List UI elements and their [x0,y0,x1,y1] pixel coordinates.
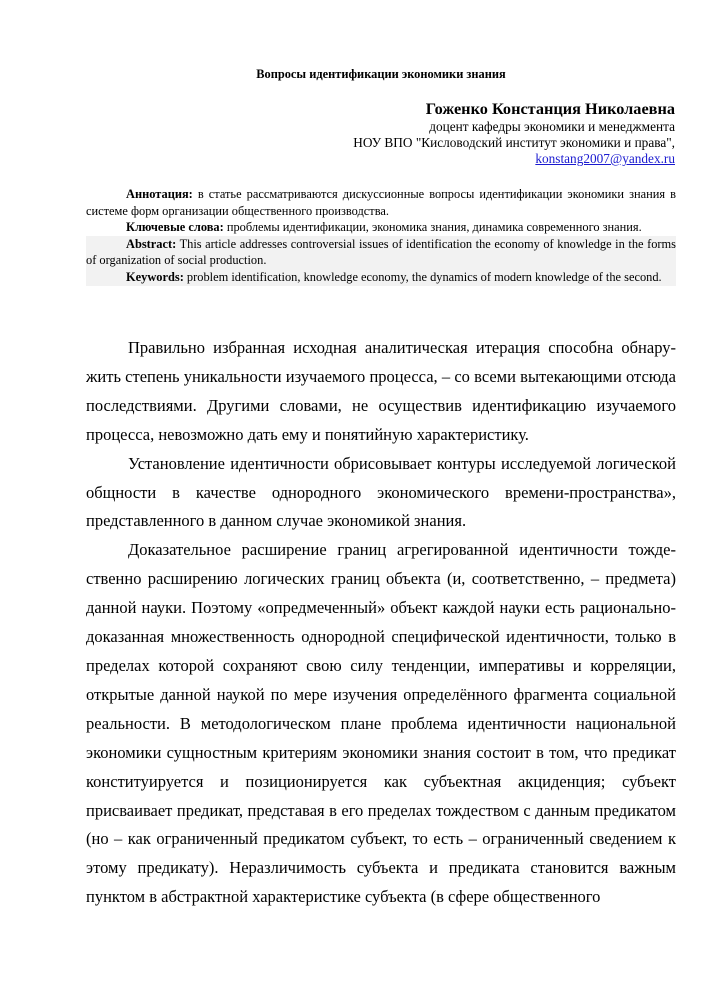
english-abstract-block [86,236,676,286]
abstract-en-label: Abstract: [126,236,177,251]
keywords-ru-label: Ключевые слова: [126,220,224,235]
author-name: Гоженко Констанция Николаевна [425,99,675,118]
body-paragraph: Доказательное расширение границ агрегированной идентичности тождественно расширению логических границ объекта (и, соответственно, – предмета) данной науки. Поэтому «опредмеченный» объект каждой науки есть рационально-доказанная множественность однородной специфической идентичности, только в пределах которой сохраняют свою силу тенденции, императивы и корреляции, открытые данной наукой по мере изучения определённого фрагмента социальной реальности. В методологическом плане проблема идентичности национальной экономики сущностным критериям экономики знания состоит в том, что предикат конституируется и позиционируется как субъектная акциденция; субъект присваивает предикат, представая в его пределах тождеством с данным предикатом (но – как ограниченный предикатом субъект, то есть – ограниченный сведением к этому предикату). Неразличимость субъекта и предиката становится важным пунктом в абстрактной характеристике субъекта (в сфере общественного [86,540,676,907]
keywords-en [86,269,676,286]
keywords-ru [86,219,676,236]
body-paragraph: Установление идентичности обрисовывает контуры исследуемой логической общности в качестве однородного экономического времени-пространства», представленного в данном случае экономикой знания. [86,453,676,531]
author-institution: НОУ ВПО "Кисловодский институт экономики и права", [353,135,675,150]
abstract-ru-text: в статье рассматриваются дискуссионные вопросы идентификации экономики знания в системе форм организации общественного производства. [86,187,676,218]
keywords-en-text: problem identification, knowledge economy, the dynamics of modern knowledge of the second. [183,269,662,284]
abstract-ru-label: Аннотация: [126,187,193,201]
abstract-ru [86,186,676,219]
body-paragraph: Правильно избранная исходная аналитическая итерация способна обнаружить степень уникальности изучаемого процесса, – со всеми вытекающими отсюда последствиями. Другими словами, не осуществив идентификацию изучаемого процесса, невозможно дать ему и понятийную характеристику. [86,338,676,444]
keywords-ru-text: проблемы идентификации, экономика знания, динамика современного знания. [223,220,642,235]
abstract-block [86,186,676,286]
keywords-en-label: Keywords: [126,269,184,284]
abstract-en-text: This article addresses controversial issues of identification the economy of knowledge in the forms of organization of social production. [86,236,676,268]
author-block [353,99,675,167]
author-position: доцент кафедры экономики и менеджмента [429,119,675,134]
abstract-en [86,236,676,269]
article-body [86,334,676,912]
author-email-link[interactable]: konstang2007@yandex.ru [535,151,675,166]
article-title: Вопросы идентификации экономики знания [256,67,506,81]
